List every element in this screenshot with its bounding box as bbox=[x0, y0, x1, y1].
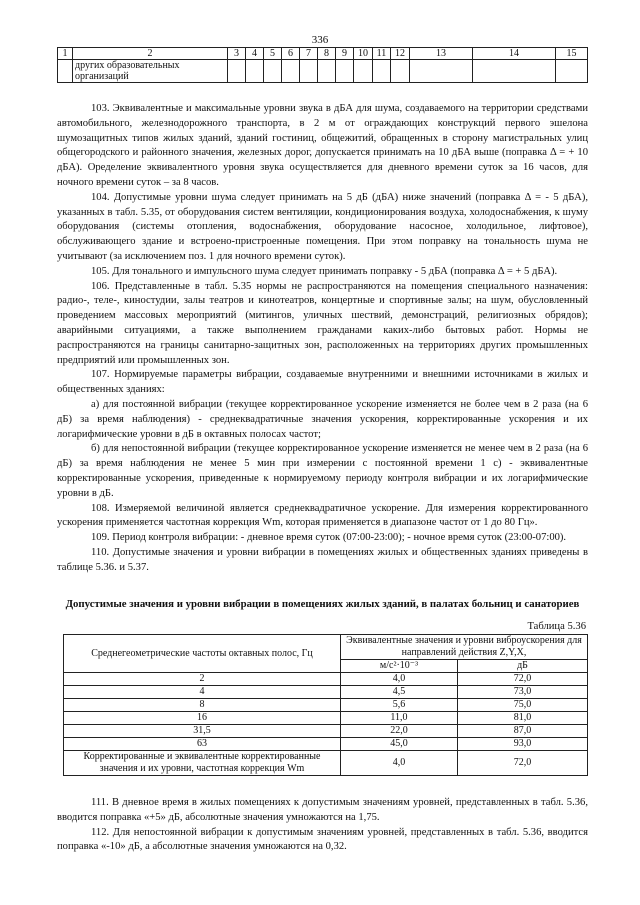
table-label: Таблица 5.36 bbox=[527, 621, 586, 632]
table-cell bbox=[264, 60, 282, 83]
header-cell: 10 bbox=[354, 48, 373, 60]
table-cell bbox=[228, 60, 246, 83]
table-cell bbox=[246, 60, 264, 83]
unit-db-header: дБ bbox=[458, 660, 588, 673]
ms-cell: 22,0 bbox=[341, 725, 458, 738]
document-body-after-table bbox=[57, 796, 588, 855]
table-cell bbox=[410, 60, 473, 83]
paragraph-109: 109. Период контроля вибрации: - дневное время суток (07:00-23:00); - ночное время суток (23:00-07:00). bbox=[91, 532, 567, 544]
freq-cell: 16 bbox=[64, 712, 341, 725]
paragraph-108: 108. Измеряемой величиной является среднеквадратичное ускорение. Для измерения корректированного ускорения применяется частотная коррекция Wm, которая применяется в диапазоне частот от 1 до 80 Гц». bbox=[57, 502, 588, 529]
db-cell: 87,0 bbox=[458, 725, 588, 738]
db-cell: 72,0 bbox=[458, 751, 588, 776]
header-cell: 14 bbox=[473, 48, 556, 60]
row-text-line: организаций bbox=[75, 71, 129, 82]
paragraph-107a: а) для постоянной вибрации (текущее корректированное ускорение изменяется не более чем в 2 раза (на 6 дБ) за время наблюдения) - среднеквадратичные значения ускорения, корректированные ускорения и их логарифмические уровни в дБ в октавных полосах частот; bbox=[57, 398, 588, 440]
header-cell: 6 bbox=[282, 48, 300, 60]
table-cell bbox=[318, 60, 336, 83]
table-row bbox=[64, 738, 588, 751]
paragraph-105: 105. Для тонального и импульсного шума следует принимать поправку - 5 дБА (поправка Δ = + 5 дБА). bbox=[91, 265, 558, 277]
ms-cell: 4,0 bbox=[341, 751, 458, 776]
header-cell: 11 bbox=[373, 48, 391, 60]
table-row bbox=[64, 751, 588, 776]
continuation-table-row bbox=[58, 60, 588, 83]
header-cell: 8 bbox=[318, 48, 336, 60]
table-cell bbox=[73, 60, 228, 83]
freq-header: Среднегеометрические частоты октавных полос, Гц bbox=[64, 635, 341, 673]
continuation-table-header bbox=[58, 48, 588, 60]
header-cell: 4 bbox=[246, 48, 264, 60]
table-cell bbox=[473, 60, 556, 83]
continuation-table bbox=[57, 47, 588, 83]
paragraph-107b: б) для непостоянной вибрации (текущее корректированное ускорение изменяется не менее чем в 2 раза (на 6 дБ) за время наблюдения не менее 5 мин при измерении с постоянной времени 1 с) - эквивалентные корректированные ускорения, приведенные к нормируемому периоду контроля вибрации и их логарифмические уровни в дБ. bbox=[57, 443, 588, 499]
table-cell bbox=[336, 60, 354, 83]
header-cell: 13 bbox=[410, 48, 473, 60]
ms-cell: 45,0 bbox=[341, 738, 458, 751]
table-row bbox=[64, 712, 588, 725]
ms-cell: 4,0 bbox=[341, 673, 458, 686]
values-header: Эквивалентные значения и уровни виброускорения для направлений действия Z,Y,X, bbox=[341, 635, 588, 660]
header-cell: 3 bbox=[228, 48, 246, 60]
db-cell: 93,0 bbox=[458, 738, 588, 751]
header-cell: 7 bbox=[300, 48, 318, 60]
paragraph-103: 103. Эквивалентные и максимальные уровни звука в дБА для шума, создаваемого на территории средствами автомобильного, железнодорожного транспорта, в 2 м от ограждающих конструкций первого эшелона шумозащитных типов жилых зданий, зданий гостиниц, общежитий, обращенных в сторону магистральных улиц общегородского и районного значения, железных дорог, допускается принимать на 10 дБА выше (поправка Δ = + 10 дБА). Оределение эквивалентного уровня звука осуществляется для дневного времени суток за 16 часов, для ночного времени суток – за 8 часов. bbox=[57, 103, 588, 188]
table-cell bbox=[391, 60, 410, 83]
ms-cell: 5,6 bbox=[341, 699, 458, 712]
table-cell bbox=[300, 60, 318, 83]
page-number: 336 bbox=[311, 34, 329, 46]
table-cell bbox=[556, 60, 588, 83]
freq-cell: 2 bbox=[64, 673, 341, 686]
table-caption: Допустимые значения и уровни вибрации в помещениях жилых зданий, в палатах больниц и санаториев bbox=[65, 598, 580, 610]
table-cell bbox=[373, 60, 391, 83]
paragraph-107: 107. Нормируемые параметры вибрации, создаваемые внутренними и внешними источниками в жилых и общественных зданиях: bbox=[57, 369, 588, 396]
header-cell: 12 bbox=[391, 48, 410, 60]
freq-cell: 63 bbox=[64, 738, 341, 751]
table-row bbox=[64, 673, 588, 686]
ms-cell: 4,5 bbox=[341, 686, 458, 699]
freq-cell: 8 bbox=[64, 699, 341, 712]
paragraph-110: 110. Допустимые значения и уровни вибрации в помещениях жилых и общественных зданиях приведены в таблице 5.36. и 5.37. bbox=[57, 546, 588, 573]
header-cell: 9 bbox=[336, 48, 354, 60]
header-cell: 1 bbox=[58, 48, 73, 60]
paragraph-106: 106. Представленные в табл. 5.35 нормы не распространяются на помещения специального назначения: радио-, теле-, киностудии, залы театров и кинотеатров, концертные и спортивные залы; на шум, обусловленный проведением массовых мероприятий (митингов, уличных шествий, демонстраций, религиозных обрядов); аварийными ситуациями, а также выполнением гражданами каких-либо бытовых работ. Нормы не распространяются на границы санитарно-защитных зон, расположенных на территориях других промышленных предприятий или промышленных зон. bbox=[57, 280, 588, 366]
table-row bbox=[64, 725, 588, 738]
table-row bbox=[64, 686, 588, 699]
table-cell bbox=[282, 60, 300, 83]
document-body bbox=[57, 102, 588, 576]
paragraph-112: 112. Для непостоянной вибрации к допустимым значениям уровней, представленных в табл. 5.36, вводится поправка «-10» дБ, а абсолютные значения умножаются на 0,32. bbox=[57, 826, 588, 853]
table-cell bbox=[58, 60, 73, 83]
unit-ms-header: м/с²·10⁻³ bbox=[341, 660, 458, 673]
header-cell: 2 bbox=[73, 48, 228, 60]
db-cell: 75,0 bbox=[458, 699, 588, 712]
table-row bbox=[64, 699, 588, 712]
corrected-label-cell: Корректированные и эквивалентные корректированные значения и их уровни, частотная коррекция Wm bbox=[64, 751, 341, 776]
freq-cell: 31,5 bbox=[64, 725, 341, 738]
ms-cell: 11,0 bbox=[341, 712, 458, 725]
freq-cell: 4 bbox=[64, 686, 341, 699]
paragraph-104: 104. Допустимые уровни шума следует принимать на 5 дБ (дБА) ниже значений (поправка Δ = - 5 дБА), указанных в табл. 5.35, от оборудования систем вентиляции, кондиционирования воздуха, холодоснабжения, к шуму оборудования (системы отопления, водоснабжения, оборудование насосное, холодильное, лифтовое), обслуживающего здание и встроено-пристроенные помещения. При этом поправку на тональность шума не учитывают (за исключением поз. 1 для ночного времени суток). bbox=[57, 191, 588, 262]
db-cell: 81,0 bbox=[458, 712, 588, 725]
paragraph-111: 111. В дневное время в жилых помещениях к допустимым значениям уровней, представленных в табл. 5.36, вводится поправка «+5» дБ, абсолютные значения умножаются на 1,75. bbox=[57, 797, 588, 823]
db-cell: 73,0 bbox=[458, 686, 588, 699]
table-cell bbox=[354, 60, 373, 83]
row-text-line: других образовательных bbox=[75, 60, 180, 71]
header-cell: 15 bbox=[556, 48, 588, 60]
vibration-table-header bbox=[64, 635, 588, 660]
db-cell: 72,0 bbox=[458, 673, 588, 686]
header-cell: 5 bbox=[264, 48, 282, 60]
vibration-table bbox=[63, 634, 588, 776]
